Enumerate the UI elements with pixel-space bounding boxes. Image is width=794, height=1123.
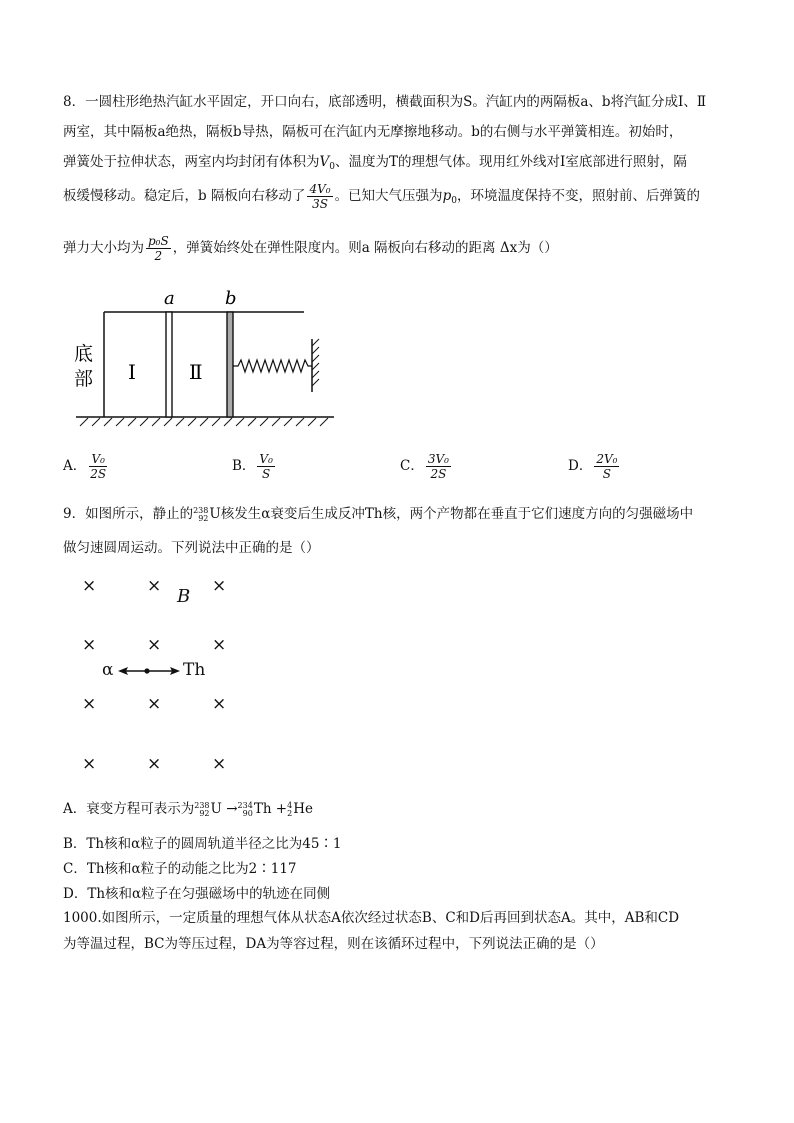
field-cross-icon: ×	[82, 754, 97, 774]
frac-den: S	[262, 467, 271, 481]
q10-line-2: 为等温过程，BC为等压过程，DA为等容过程，则在该循环过程中，下列说法正确的是（）	[63, 936, 604, 952]
option-fraction	[426, 452, 451, 481]
atomic-number: 2	[287, 808, 293, 818]
label-room-2: Ⅱ	[189, 360, 203, 384]
q8-v0: V	[319, 154, 330, 170]
q8-cylinder-figure	[68, 284, 348, 429]
q8-line-5	[63, 234, 558, 263]
frac-num: 3V₀	[427, 452, 449, 466]
frac-num: 2V₀	[596, 452, 618, 466]
label-b: b	[225, 288, 237, 309]
q8-line-2: 两室，其中隔板a绝热，隔板b导热，隔板可在汽缸内无摩擦地移动。b的右侧与水平弹簧相连。初始时，	[63, 124, 683, 140]
q8-option-d	[568, 452, 621, 481]
q9-line-1-text-b: 核发生α衰变后生成反冲Th核，两个产物都在垂直于它们速度方向的匀强磁场中	[220, 506, 694, 522]
q8-p0: p	[442, 188, 452, 204]
nuclide-u-indices	[194, 802, 209, 818]
q8-line-5-text-a: 弹力大小均为	[63, 240, 144, 256]
q8-v0-sub: 0	[329, 162, 335, 172]
atomic-number: 90	[242, 808, 253, 818]
field-cross-icon: ×	[147, 635, 162, 655]
nuclide-he-indices	[287, 802, 292, 818]
frac-num: 4V₀	[309, 182, 331, 196]
nuclide-u-symbol: U	[209, 506, 221, 522]
q9-option-c: C．Th核和α粒子的动能之比为2∶117	[63, 861, 297, 877]
mass-number: 234	[237, 800, 253, 810]
q8-fraction-displacement	[307, 182, 332, 211]
nuclide-th-indices	[238, 802, 253, 818]
wall-hatch	[312, 339, 319, 386]
q8-fraction-force	[146, 234, 171, 263]
field-cross-icon: ×	[212, 694, 227, 714]
option-letter: B．	[232, 458, 256, 474]
option-fraction	[594, 452, 619, 481]
ground-hatch	[80, 418, 328, 426]
field-cross-icon: ×	[82, 635, 97, 655]
q9-line-1	[63, 502, 693, 523]
q8-line-3-text-b: 、温度为T的理想气体。现用红外线对Ⅰ室底部进行照射，隔	[334, 154, 687, 170]
q9-option-b: B．Th核和α粒子的圆周轨道半径之比为45∶1	[63, 836, 342, 852]
th-label: Th	[183, 660, 206, 680]
label-base-1: 底	[74, 343, 94, 365]
label-a: a	[164, 288, 175, 309]
option-letter: D．	[568, 458, 593, 474]
frac-num: V₀	[91, 452, 105, 466]
decay-arrows-icon	[116, 663, 182, 679]
spring	[233, 360, 312, 372]
atomic-number: 92	[199, 808, 210, 818]
plate-a	[166, 312, 172, 417]
nuclide-he-symbol: He	[293, 801, 313, 817]
nuclide-th-symbol: Th +	[253, 801, 288, 817]
atomic-number: 92	[198, 513, 209, 523]
option-a-text: A．衰变方程可表示为	[63, 801, 195, 817]
q8-line-4-text-b: 。已知大气压强为	[334, 188, 443, 204]
q8-line-5-text-b: ，弹簧始终处在弹性限度内。则a 隔板向右移动的距离 Δx为（）	[172, 240, 558, 256]
q8-option-c	[400, 452, 453, 481]
option-fraction	[88, 452, 108, 481]
field-cross-icon: ×	[147, 754, 162, 774]
frac-den: 2S	[90, 467, 107, 481]
field-cross-icon: ×	[147, 694, 162, 714]
field-label-b: B	[177, 586, 191, 607]
nuclide-u-indices	[193, 507, 208, 523]
mass-number: 238	[194, 800, 210, 810]
q8-line-4-text-c: ，环境温度保持不变，照射前、后弹簧的	[456, 188, 700, 204]
q8-line-4	[63, 182, 700, 211]
mass-number: 238	[193, 505, 209, 515]
plate-b	[227, 312, 233, 417]
field-cross-icon: ×	[82, 694, 97, 714]
q8-line-3-text-a: 弹簧处于拉伸状态，两室内均封闭有体积为	[63, 154, 320, 170]
field-cross-icon: ×	[212, 635, 227, 655]
frac-num: p₀S	[148, 234, 169, 248]
q8-option-a	[63, 452, 110, 481]
q10-line-1: 1000.如图所示，一定质量的理想气体从状态A依次经过状态B、C和D后再回到状态A。其中，AB和CD	[63, 910, 680, 926]
q9-line-1-text-a: 9．如图所示，静止的	[63, 506, 194, 522]
mass-number: 4	[287, 800, 293, 810]
q8-option-b	[232, 452, 277, 481]
field-cross-icon: ×	[212, 576, 227, 596]
option-letter: A．	[63, 458, 87, 474]
q9-line-2: 做匀速圆周运动。下列说法中正确的是（）	[63, 540, 320, 556]
q8-p0-sub: 0	[451, 196, 457, 206]
frac-den: 2	[154, 249, 163, 263]
frac-den: 3S	[312, 197, 328, 211]
frac-den: 2S	[430, 467, 447, 481]
option-fraction	[257, 452, 274, 481]
option-letter: C．	[400, 458, 424, 474]
q9-option-a	[63, 797, 313, 818]
q8-line-3	[63, 150, 687, 172]
field-cross-icon: ×	[147, 576, 162, 596]
label-base-2: 部	[74, 368, 94, 390]
frac-num: V₀	[259, 452, 273, 466]
field-cross-icon: ×	[212, 754, 227, 774]
q8-line-4-text-a: 板缓慢移动。稳定后，b 隔板向右移动了	[63, 188, 306, 204]
q8-line-1: 8．一圆柱形绝热汽缸水平固定，开口向右，底部透明，横截面积为S。汽缸内的两隔板a、b将汽缸分成Ⅰ、Ⅱ	[63, 94, 707, 110]
field-cross-icon: ×	[82, 576, 97, 596]
q9-option-d: D．Th核和α粒子在匀强磁场中的轨迹在同侧	[63, 886, 331, 902]
alpha-label: α	[102, 660, 114, 680]
nuclide-u-symbol: U	[210, 801, 222, 817]
label-room-1: Ⅰ	[128, 360, 136, 384]
reaction-arrow: →	[226, 801, 238, 817]
frac-den: S	[602, 467, 611, 481]
